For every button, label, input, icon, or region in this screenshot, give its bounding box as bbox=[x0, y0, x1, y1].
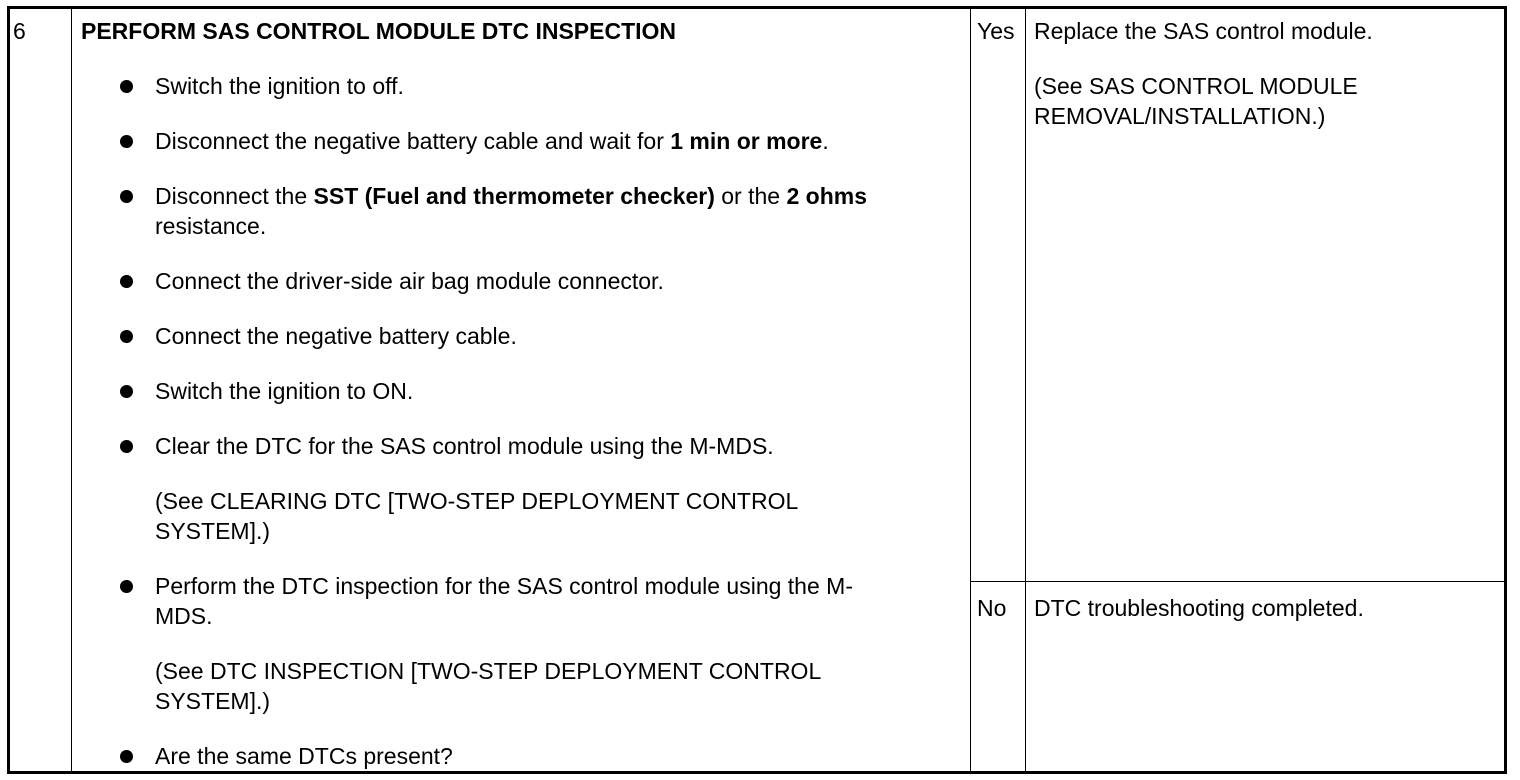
column-divider-step bbox=[71, 9, 72, 771]
outcome-no-action: DTC troubleshooting completed. bbox=[1034, 595, 1364, 621]
column-divider-procedure bbox=[970, 9, 971, 771]
list-item-text: Disconnect the SST (Fuel and thermometer checker) or the 2 ohms resistance. bbox=[155, 183, 868, 239]
bullet-icon bbox=[120, 80, 133, 93]
outcome-no-label: No bbox=[977, 595, 1007, 621]
list-item-text: Connect the driver-side air bag module connector. bbox=[155, 268, 664, 294]
bullet-icon bbox=[120, 440, 133, 453]
list-item-text: Connect the negative battery cable. bbox=[155, 323, 517, 349]
list-item-text: Disconnect the negative battery cable and wait for 1 min or more. bbox=[155, 128, 829, 154]
reference-note-clear-dtc: (See CLEARING DTC [TWO-STEP DEPLOYMENT CONTROL SYSTEM].) bbox=[155, 488, 798, 544]
bullet-icon bbox=[120, 330, 133, 343]
list-item-text: Perform the DTC inspection for the SAS control module using the M-MDS. bbox=[155, 573, 853, 629]
list-item-text: Are the same DTCs present? bbox=[155, 743, 453, 769]
step-number: 6 bbox=[13, 18, 26, 44]
list-item-text: Switch the ignition to ON. bbox=[155, 378, 414, 404]
reference-note-dtc-inspection: (See DTC INSPECTION [TWO-STEP DEPLOYMENT CONTROL SYSTEM].) bbox=[155, 658, 821, 714]
list-item-text: Clear the DTC for the SAS control module using the M-MDS. bbox=[155, 433, 774, 459]
column-divider-result bbox=[1025, 9, 1026, 771]
yes-no-divider bbox=[970, 581, 1504, 582]
step-title: PERFORM SAS CONTROL MODULE DTC INSPECTION bbox=[81, 18, 677, 44]
list-item-text: Switch the ignition to off. bbox=[155, 73, 404, 99]
bullet-icon bbox=[120, 190, 133, 203]
bullet-icon bbox=[120, 580, 133, 593]
outcome-yes-label: Yes bbox=[977, 18, 1015, 44]
bullet-icon bbox=[120, 275, 133, 288]
bullet-icon bbox=[120, 385, 133, 398]
inspection-step-table bbox=[7, 6, 1507, 774]
outcome-yes-reference: (See SAS CONTROL MODULE REMOVAL/INSTALLATION.) bbox=[1034, 73, 1358, 129]
bullet-icon bbox=[120, 135, 133, 148]
outcome-yes-action: Replace the SAS control module. bbox=[1034, 18, 1373, 44]
bullet-icon bbox=[120, 750, 133, 763]
